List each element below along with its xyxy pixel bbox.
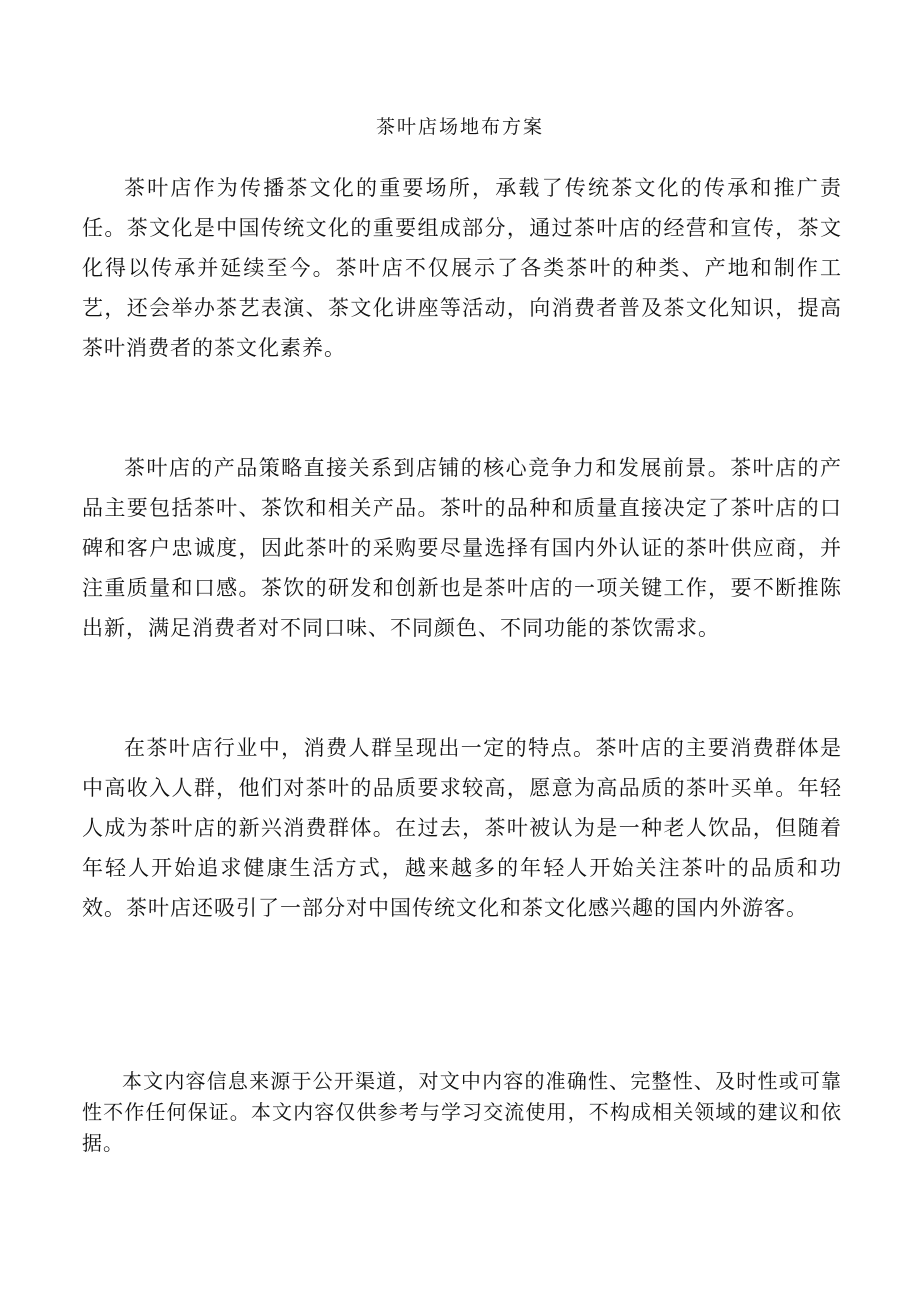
- paragraph-tea-culture: 茶叶店作为传播茶文化的重要场所，承载了传统茶文化的传承和推广责任。茶文化是中国传统文化的重要组成部分，通过茶叶店的经营和宣传，茶文化得以传承并延续至今。茶叶店不仅展示了各类茶叶的种类、产地和制作工艺，还会举办茶艺表演、茶文化讲座等活动，向消费者普及茶文化知识，提高茶叶消费者的茶文化素养。: [82, 176, 842, 360]
- paragraph-product-strategy: 茶叶店的产品策略直接关系到店铺的核心竞争力和发展前景。茶叶店的产品主要包括茶叶、茶饮和相关产品。茶叶的品种和质量直接决定了茶叶店的口碑和客户忠诚度，因此茶叶的采购要尽量选择有国内外认证的茶叶供应商，并注重质量和口感。茶饮的研发和创新也是茶叶店的一项关键工作，要不断推陈出新，满足消费者对不同口味、不同颜色、不同功能的茶饮需求。: [82, 456, 842, 640]
- disclaimer-paragraph: 本文内容信息来源于公开渠道，对文中内容的准确性、完整性、及时性或可靠性不作任何保证。本文内容仅供参考与学习交流使用，不构成相关领域的建议和依据。: [82, 1069, 842, 1155]
- paragraph-consumer-groups: 在茶叶店行业中，消费人群呈现出一定的特点。茶叶店的主要消费群体是中高收入人群，他们对茶叶的品质要求较高，愿意为高品质的茶叶买单。年轻人成为茶叶店的新兴消费群体。在过去，茶叶被认为是一种老人饮品，但随着年轻人开始追求健康生活方式，越来越多的年轻人开始关注茶叶的品质和功效。茶叶店还吸引了一部分对中国传统文化和茶文化感兴趣的国内外游客。: [82, 736, 842, 920]
- document-title: 茶叶店场地布方案: [375, 116, 544, 138]
